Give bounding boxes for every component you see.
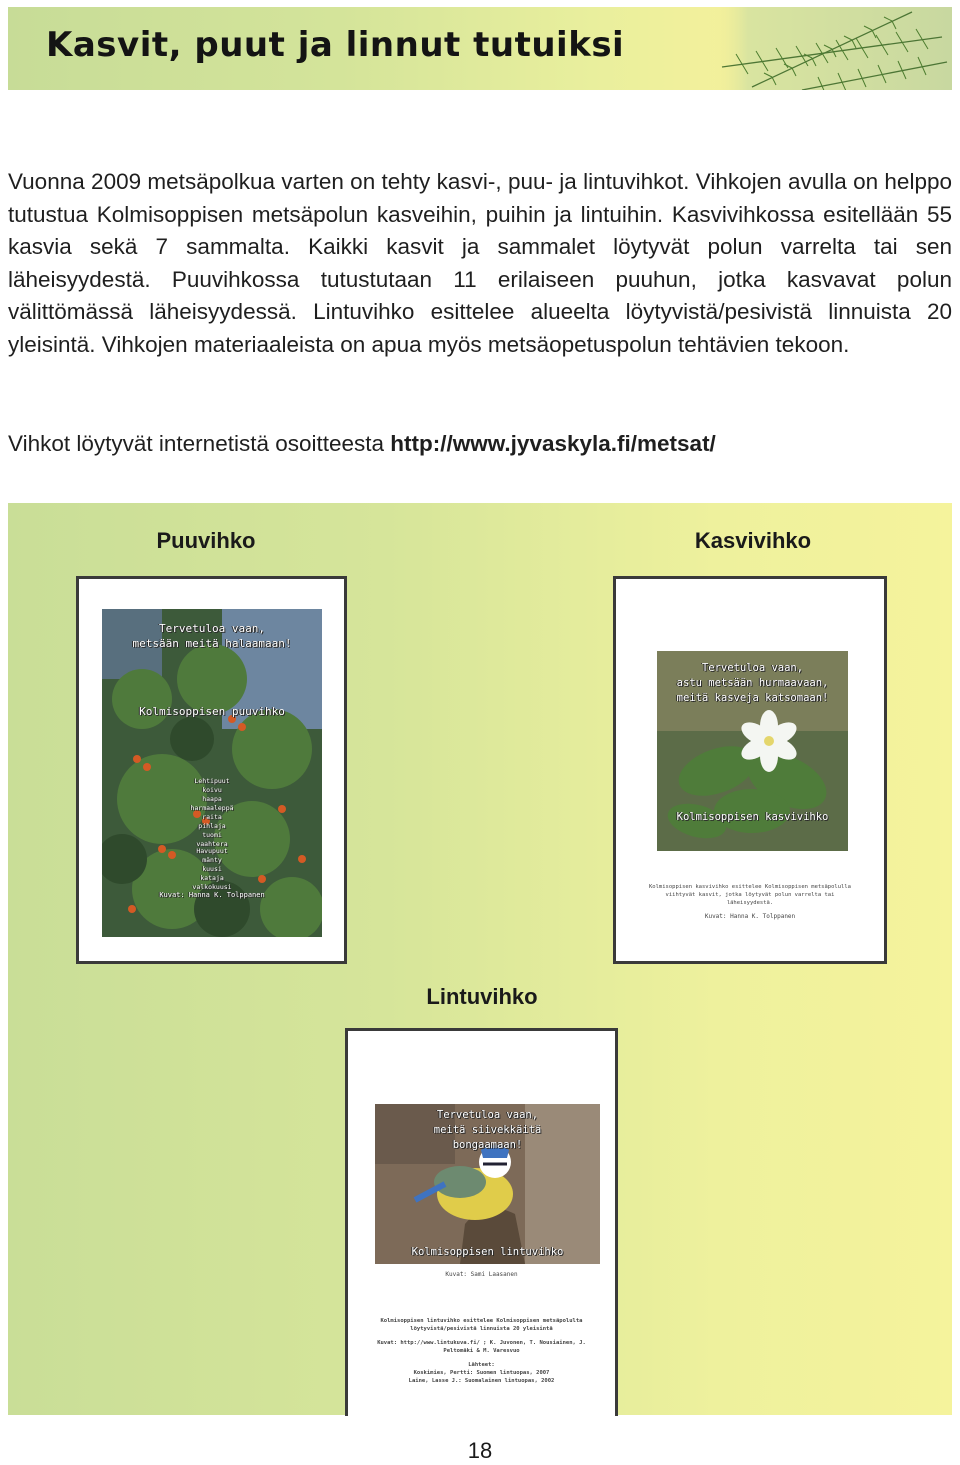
booklet-url-link[interactable]: http://www.jyvaskyla.fi/metsat/ — [390, 431, 716, 456]
puuvihko-greeting: Tervetuloa vaan, metsään meitä halaamaan! — [132, 622, 292, 650]
kasvivihko-label: Kasvivihko — [694, 528, 812, 553]
puuvihko-cover[interactable] — [76, 576, 347, 964]
booklets-panel — [8, 503, 952, 1415]
puuvihko-label: Puuvihko — [156, 528, 256, 553]
link-prefix: Vihkot löytyvät internetistä osoitteesta — [8, 431, 391, 456]
kasvivihko-credit: Kuvat: Hanna K. Tolppanen — [704, 913, 796, 920]
puuvihko-list-deciduous: Lehtipuut koivu haapa harmaaleppä raita pihlaja tuomi vaahtera — [190, 777, 234, 848]
blue-tit-photo — [375, 1104, 600, 1264]
lintuvihko-label: Lintuvihko — [426, 984, 538, 1009]
page-title: Kasvit, puut ja linnut tutuiksi — [46, 25, 625, 65]
lintuvihko-greeting: Tervetuloa vaan, meitä siivekkäitä bongaamaan! — [433, 1109, 542, 1151]
kasvivihko-description: Kolmisoppisen kasvivihko esittelee Kolmisoppisen metsäpolulla viihtyvät kasvit, jotka löytyvät polun varrelta tai läheisyydestä. — [649, 884, 851, 906]
page-number: 18 — [467, 1438, 493, 1463]
kasvivihko-cover-title: Kolmisoppisen kasvivihko — [676, 811, 829, 823]
link-line — [8, 428, 952, 460]
wood-anemone-photo — [657, 651, 848, 851]
header-band — [8, 7, 952, 90]
rowan-tree-photo — [102, 609, 322, 937]
kasvivihko-cover[interactable] — [613, 576, 887, 964]
lintuvihko-sources: Lähteet: Koskimies, Pertti: Suomen lintuopas, 2007 Laine, Lasse J.: Suomalainen lintuopas, 2002 — [408, 1362, 555, 1384]
spruce-branch-photo — [712, 7, 952, 90]
kasvivihko-greeting: Tervetuloa vaan, astu metsään hurmaavaan, meitä kasveja katsomaan! — [676, 662, 829, 704]
lintuvihko-cover[interactable] — [345, 1028, 618, 1416]
puuvihko-credit: Kuvat: Hanna K. Tolppanen — [159, 891, 265, 899]
lintuvihko-photo-credit: Kuvat: Sami Laasanen — [445, 1271, 518, 1278]
intro-paragraph: Vuonna 2009 metsäpolkua varten on tehty kasvi-, puu- ja lintuvihkot. Vihkojen avulla on helppo tutustua Kolmisoppisen metsäpolun kasveihin, puihin ja lintuihin. Kasvivihkossa esitellään 55 kasvia sekä 7 sammalta. Kaikki kasvit ja sammalet löytyvät polun varrelta tai sen läheisyydestä. Puuvihkossa tutustutaan 11 erilaiseen puuhun, jotka kasvavat polun välittömässä läheisyydessä. Lintuvihko esittelee alueelta löytyvistä/pesivistä linnuista 20 yleisintä. Vihkojen materiaaleista on apua myös metsäopetuspolun tehtävien tekoon. — [8, 169, 952, 357]
puuvihko-cover-title: Kolmisoppisen puuvihko — [139, 705, 285, 718]
puuvihko-list-conifers: Havupuut mänty kuusi kataja valkokuusi — [192, 847, 232, 891]
lintuvihko-cover-title: Kolmisoppisen lintuvihko — [411, 1246, 564, 1258]
lintuvihko-credits: Kuvat: http://www.lintukuva.fi/ ; K. Juvonen, T. Nousiainen, J. Peltomäki & M. Varesvuo — [377, 1340, 586, 1354]
lintuvihko-description: Kolmisoppisen lintuvihko esittelee Kolmisoppisen metsäpolulta löytyvistä/pesivistä linnuista 20 yleisintä — [380, 1318, 583, 1332]
